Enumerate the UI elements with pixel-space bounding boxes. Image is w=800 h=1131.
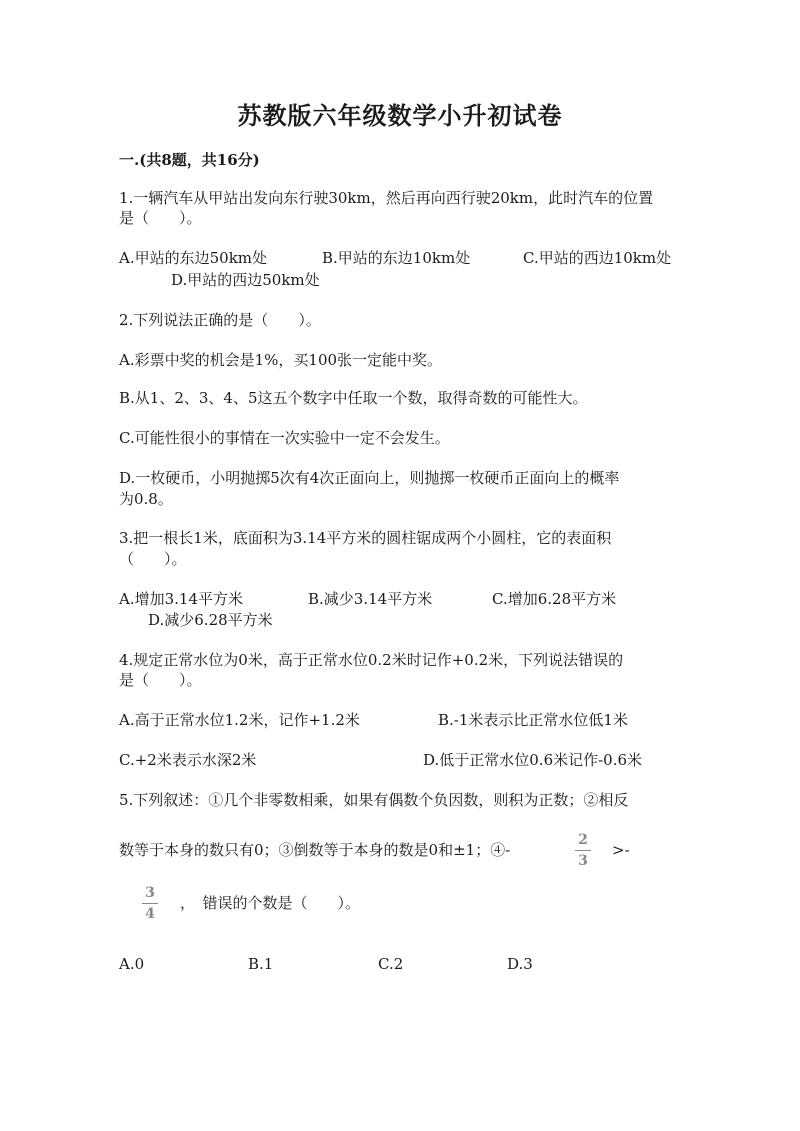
question-2-option-a: A.彩票中奖的机会是1%，买100张一定能中奖。	[119, 351, 443, 369]
question-3-option-c: C.增加6.28平方米	[492, 590, 617, 608]
question-5-stem: 5.下列叙述：①几个非零数相乘，如果有偶数个负因数，则积为正数；②相反	[119, 791, 629, 809]
question-4-option-a: A.高于正常水位1.2米，记作+1.2米	[119, 711, 360, 729]
question-2-option-b: B.从1、2、3、4、5这五个数字中任取一个数，取得奇数的可能性大。	[119, 389, 588, 407]
fraction-three-quarters	[142, 885, 158, 922]
fraction-numerator: 3	[145, 885, 155, 901]
fraction-denominator: 3	[578, 853, 588, 869]
section-heading: 一.(共8题，共16分)	[119, 151, 260, 169]
fraction-numerator: 2	[578, 832, 588, 848]
question-4-option-c: C.+2米表示水深2米	[119, 751, 257, 769]
fraction-bar	[575, 850, 591, 851]
question-4-stem-cont: 是（ ）。	[119, 671, 202, 689]
question-5-option-c: C.2	[378, 955, 404, 973]
question-1-option-b: B.甲站的东边10km处	[322, 249, 471, 267]
question-5-stem-cont: 数等于本身的数只有0；③倒数等于本身的数是0和±1；④-	[119, 841, 511, 859]
question-4-stem: 4.规定正常水位为0米，高于正常水位0.2米时记作+0.2米，下列说法错误的	[119, 651, 624, 669]
question-4-option-b: B.-1米表示比正常水位低1米	[438, 711, 628, 729]
question-3-stem-cont: （ ）。	[119, 550, 187, 568]
question-1-option-c: C.甲站的西边10km处	[523, 249, 672, 267]
question-5-option-a: A.0	[119, 955, 145, 973]
question-5-option-d: D.3	[507, 955, 533, 973]
question-3-stem: 3.把一根长1米，底面积为3.14平方米的圆柱锯成两个小圆柱，它的表面积	[119, 529, 612, 547]
question-1-option-a: A.甲站的东边50km处	[119, 249, 268, 267]
question-5-comparison: >-	[612, 841, 630, 859]
fraction-denominator: 4	[145, 906, 155, 922]
question-3-option-d: D.减少6.28平方米	[148, 611, 273, 629]
question-2-option-d: D.一枚硬币，小明抛掷5次有4次正面向上，则抛掷一枚硬币正面向上的概率	[119, 469, 620, 487]
question-1-stem-cont: 是（ ）。	[119, 209, 202, 227]
question-2-option-c: C.可能性很小的事情在一次实验中一定不会发生。	[119, 429, 450, 447]
question-1-option-d: D.甲站的西边50km处	[171, 271, 320, 289]
question-4-option-d: D.低于正常水位0.6米记作-0.6米	[423, 751, 643, 769]
fraction-bar	[142, 903, 158, 904]
page-title: 苏教版六年级数学小升初试卷	[237, 101, 563, 130]
fraction-two-thirds	[575, 832, 591, 869]
question-5-stem-end: ， 错误的个数是（ ）。	[180, 894, 361, 912]
question-3-option-b: B.减少3.14平方米	[308, 590, 433, 608]
question-3-option-a: A.增加3.14平方米	[119, 590, 243, 608]
question-1-stem: 1.一辆汽车从甲站出发向东行驶30km，然后再向西行驶20km，此时汽车的位置	[119, 189, 654, 207]
question-5-option-b: B.1	[248, 955, 274, 973]
question-2-stem: 2.下列说法正确的是（ ）。	[119, 311, 321, 329]
question-2-option-d-cont: 为0.8。	[119, 490, 173, 508]
